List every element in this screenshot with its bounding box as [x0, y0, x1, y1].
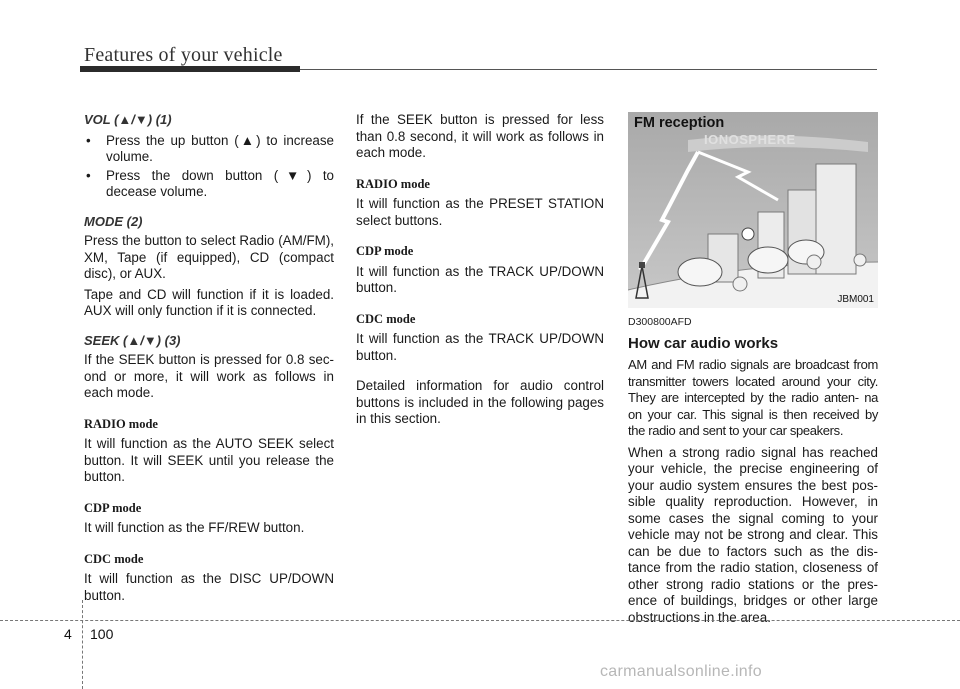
middle-detail-text: Detailed information for audio control buttons is included in the following pages in this section. [356, 378, 604, 426]
footer-rule [0, 620, 960, 621]
left-radio-mode-heading: RADIO mode [84, 416, 158, 431]
figure-title: FM reception [634, 115, 725, 131]
reference-code: D300800AFD [628, 316, 692, 328]
right-column [628, 314, 878, 626]
page-header-title: Features of your vehicle [84, 44, 283, 66]
header-bar [80, 66, 300, 72]
left-cdc-mode-heading: CDC mode [84, 551, 144, 566]
middle-radio-mode-heading: RADIO mode [356, 176, 430, 191]
mode-paragraph-2: Tape and CD will function if it is loaded. AUX will only function if it is connected. [84, 286, 334, 318]
vol-bullet-down: • Press the down button (▼) to decease volume. [84, 168, 334, 201]
seek-paragraph: If the SEEK button is pressed for 0.8 sec- ond or more, it will work as follows in each mode. [84, 352, 334, 400]
left-cdp-mode-text: It will function as the FF/REW button. [84, 520, 305, 535]
middle-cdp-mode-heading: CDP mode [356, 244, 414, 258]
left-cdp-mode-heading: CDP mode [84, 500, 142, 515]
vol-bullet-up: • Press the up button (▲) to increase volume. [84, 133, 334, 166]
left-cdc-mode-text: It will function as the DISC UP/DOWN button. [84, 571, 334, 603]
mode-heading: MODE (2) [84, 213, 143, 229]
header-rule [300, 69, 877, 70]
middle-cdc-mode-text: It will function as the TRACK UP/DOWN button. [356, 331, 604, 363]
chapter-number: 4 [64, 626, 72, 642]
watermark: carmanualsonline.info [600, 663, 762, 680]
middle-intro: If the SEEK button is pressed for less than 0.8 second, it will work as follows in each mode. [356, 112, 604, 160]
seek-heading: SEEK (▲/▼) (3) [84, 332, 181, 348]
left-radio-mode-text: It will function as the AUTO SEEK select button. It will SEEK until you release the button. [84, 436, 334, 484]
section-heading: How car audio works [628, 334, 779, 352]
middle-cdc-mode-heading: CDC mode [356, 311, 416, 326]
footer-divider [82, 600, 83, 689]
figure-code: JBM001 [837, 294, 874, 305]
ionosphere-label: IONOSPHERE [704, 132, 796, 147]
vol-heading: VOL (▲/▼) (1) [84, 112, 172, 127]
mode-paragraph-1: Press the button to select Radio (AM/FM), XM, Tape (if equipped), CD (compact disc), or AUX. [84, 233, 334, 281]
audio-paragraph-1: AM and FM radio signals are broadcast from transmitter towers located around your city. They are intercepted by the radio anten- na on your car. This signal is then received by the radio and sent to your car speakers. [628, 357, 878, 438]
page-number: 100 [90, 626, 114, 642]
audio-paragraph-2: When a strong radio signal has reached your vehicle, the precise engineering of your audio system ensures the best pos- sible quality reproduction. However, in some cases the signal coming to your vehicle may not be strong and clear. This can be due to factors such as the dis- tance from the radio station, closeness of other strong radio stations or the pres- ence of buildings, bridges or other large obstructions in the area. [628, 444, 878, 625]
middle-radio-mode-text: It will function as the PRESET STATION select buttons. [356, 196, 604, 228]
middle-cdp-mode-text: It will function as the TRACK UP/DOWN button. [356, 263, 604, 295]
middle-column [356, 112, 604, 428]
fm-reception-figure [628, 112, 878, 308]
left-column [84, 112, 334, 604]
